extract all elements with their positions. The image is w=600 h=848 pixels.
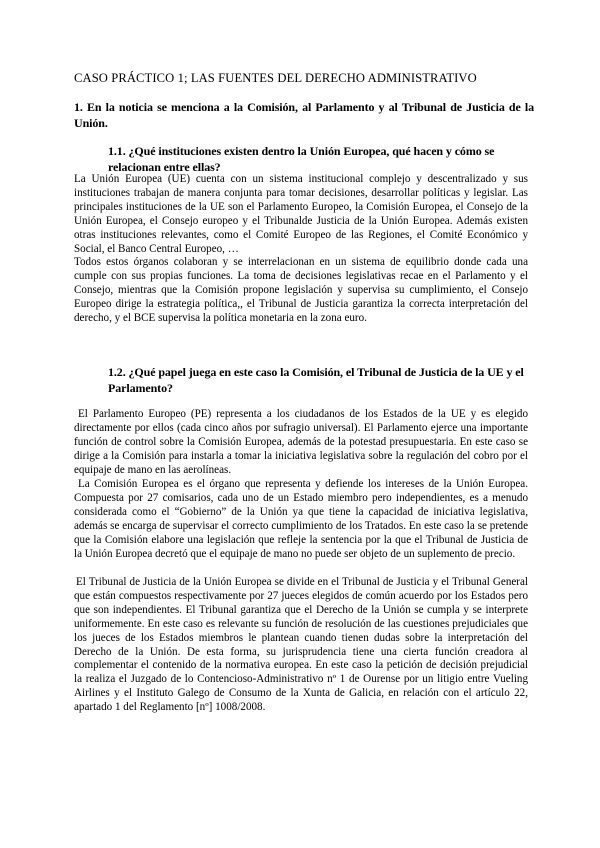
document-title: CASO PRÁCTICO 1; LAS FUENTES DEL DERECHO ADMINISTRATIVO bbox=[74, 71, 477, 85]
question-1-2-heading: 1.2. ¿Qué papel juega en este caso la Comisión, el Tribunal de Justicia de la UE y el Parlamento? bbox=[108, 365, 524, 395]
section-1-1-paragraph: La Unión Europea (UE) cuenta con un sistema institucional complejo y descentralizado y sus instituciones trabajan de manera conjunta para tomar decisiones, desarrollar políticas y legislar. Las principales instituciones de la UE son el Parlamento Europeo, la Comisión Europea, el Consejo de la Unión Europea, el Consejo europeo y el Tribunalde Justicia de la Unión Europea. Además existen otras instituciones relevantes, como el Comité Europeo de las Regiones, el Comité Económico y Social, el Banco Central Europeo, … bbox=[74, 173, 528, 255]
section-1-1-paragraph: Todos estos órganos colaboran y se interrelacionan en un sistema de equilibrio donde cada una cumple con sus propias funciones. La toma de decisiones legislativas recae en el Parlamento y el Consejo, mientras que la Comisión propone legislación y supervisa su cumplimiento, el Consejo Europeo dirige la estrategia política,, el Tribunal de Justicia garantiza la correcta interpretación del derecho, y el BCE supervisa la política monetaria en la zona euro. bbox=[74, 256, 528, 324]
question-1-1-heading: 1.1. ¿Qué instituciones existen dentro la Unión Europea, qué hacen y cómo se relacionan entre ellas? bbox=[108, 144, 495, 174]
question-1-heading: 1. En la noticia se menciona a la Comisión, al Parlamento y al Tribunal de Justicia de la Unión. bbox=[74, 100, 534, 130]
section-1-2-paragraph: El Parlamento Europeo (PE) representa a los ciudadanos de los Estados de la UE y es elegido directamente por ellos (cada cinco años por sufragio universal). El Parlamento ejerce una importante función de control sobre la Comisión Europea, además de la potestad presupuestaria. En este caso se dirige a la Comisión para instarla a tomar la iniciativa legislativa sobre la regulación del cobro por el equipaje de mano en las aerolíneas. bbox=[74, 408, 528, 476]
section-1-2-paragraph: La Comisión Europea es el órgano que representa y defiende los intereses de la Unión Europea. Compuesta por 27 comisarios, cada uno de un Estado miembro pero independientes, es a menudo considerada como el “Gobierno” de la Unión ya que tiene la capacidad de iniciativa legislativa, además se encarga de supervisar el correcto cumplimiento de los Tratados. En este caso la se pretende que la Comisión elabore una legislación que refleje la sentencia por la que el Tribunal de Justicia de la Unión Europea decretó que el equipaje de mano no puede ser objeto de un suplemento de precio. bbox=[74, 478, 528, 560]
section-1-2-paragraph: El Tribunal de Justicia de la Unión Europea se divide en el Tribunal de Justicia y el Tribunal General que están compuestos respectivamente por 27 jueces elegidos de común acuerdo por los Estados pero que son independientes. El Tribunal garantiza que el Derecho de la Unión se cumpla y se interprete uniformemente. En este caso es relevante su función de resolución de las cuestiones prejudiciales que los jueces de los Estados miembros le plantean cuando tienen dudas sobre la interpretación del Derecho de la Unión. De esta forma, su jurisprudencia tiene una cierta función creadora al complementar el contenido de la normativa europea. En este caso la petición de decisión prejudicial la realiza el Juzgado de lo Contencioso-Administrativo nº 1 de Ourense por un litigio entre Vueling Airlines y el Instituto Galego de Consumo de la Xunta de Galicia, en relación con el artículo 22, apartado 1 del Reglamento [nº] 1008/2008. bbox=[74, 576, 528, 714]
